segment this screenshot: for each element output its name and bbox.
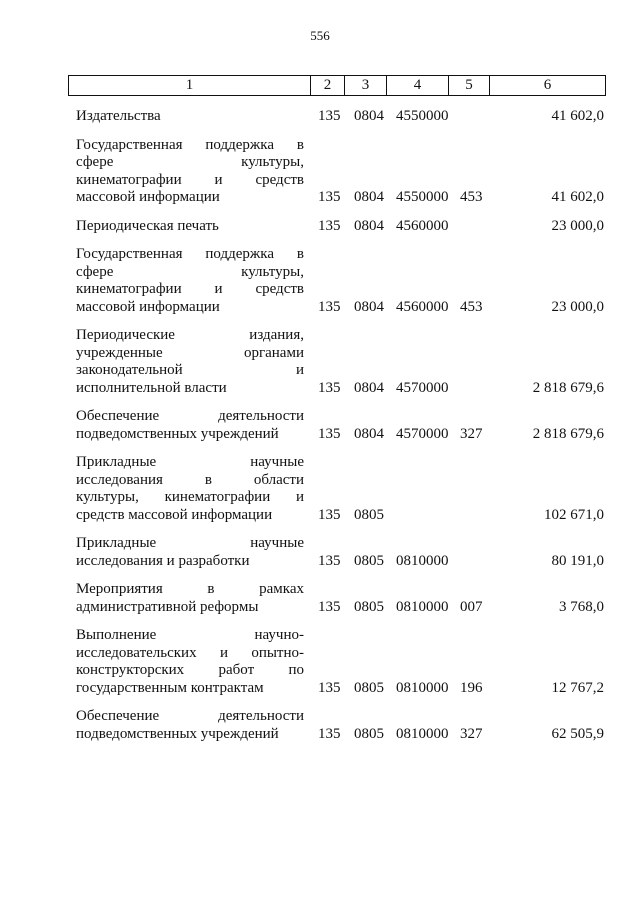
row-cell-c3: 0805 [354,725,384,742]
row-cell-c3: 0805 [354,598,384,615]
row-name [76,218,304,236]
row-cell-c2: 135 [318,379,341,396]
row-name [76,454,304,524]
row-cell-c4: 4570000 [396,425,449,442]
row-cell-c5: 196 [460,679,483,696]
row-cell-c4: 0810000 [396,725,449,742]
row-name-line: Выполнение научно- [76,627,304,643]
row-cell-c3: 0805 [354,679,384,696]
row-cell-c3: 0804 [354,425,384,442]
row-cell-c3: 0805 [354,552,384,569]
row-name-line: Обеспечение деятельности [76,708,304,724]
table-row [0,708,640,743]
table-row [0,627,640,697]
row-name-line: Периодическая печать [76,217,219,234]
column-header-5: 5 [449,76,490,96]
row-cell-c4: 0810000 [396,679,449,696]
row-cell-c4: 4560000 [396,298,449,315]
row-name [76,627,304,697]
table-row [0,581,640,616]
row-name-line: исследования и разработки [76,552,250,569]
row-name-line: законодательной и [76,362,304,378]
row-name-line: Прикладные научные [76,454,304,470]
row-cell-c6: 23 000,0 [551,298,604,315]
row-cell-c2: 135 [318,189,341,205]
row-cell-c2: 135 [318,679,341,696]
row-cell-c2: 135 [318,298,341,315]
row-cell-c2: 135 [318,552,341,569]
column-header-4: 4 [387,76,449,96]
row-cell-c4: 4570000 [396,379,449,396]
row-name-line: Обеспечение деятельности [76,408,304,424]
row-cell-c3: 0804 [354,298,384,315]
row-cell-c3: 0804 [354,108,384,124]
row-name [76,708,304,743]
column-header-row [69,76,606,96]
row-cell-c4: 4560000 [396,217,449,234]
row-name [76,327,304,397]
table-row [0,108,640,126]
row-cell-c6: 12 767,2 [551,679,604,696]
row-cell-c6: 80 191,0 [551,552,604,569]
row-cell-c3: 0804 [354,217,384,234]
row-name-line: Издательства [76,108,161,124]
row-cell-c5: 327 [460,725,483,742]
row-cell-c2: 135 [318,598,341,615]
row-cell-c2: 135 [318,108,341,124]
row-name [76,581,304,616]
row-name-line: культуры, кинематографии и [76,489,304,505]
row-cell-c6: 23 000,0 [551,217,604,234]
row-cell-c6: 41 602,0 [551,108,604,124]
column-header-6: 6 [490,76,606,96]
column-header-1: 1 [69,76,311,96]
row-cell-c2: 135 [318,725,341,742]
row-cell-c6: 62 505,9 [551,725,604,742]
column-header-table [68,75,606,96]
row-name-line: кинематографии и средств [76,281,304,297]
row-name-line: сфере культуры, [76,263,304,280]
row-name [76,246,304,316]
row-name-line: массовой информации [76,189,220,205]
row-cell-c5: 453 [460,189,483,205]
row-name-line: конструкторских работ по [76,662,304,678]
row-cell-c6: 2 818 679,6 [532,425,604,442]
row-name-line: исполнительной власти [76,379,227,396]
row-name [76,108,304,126]
row-name-line: Прикладные научные [76,535,304,551]
row-cell-c6: 3 768,0 [559,598,604,615]
table-row [0,408,640,443]
table-row [0,137,640,207]
row-name [76,137,304,207]
row-name-line: массовой информации [76,298,220,315]
row-cell-c5: 007 [460,598,483,615]
budget-rows [0,108,640,754]
row-name-line: Периодические издания, [76,327,304,343]
row-name-line: сфере культуры, [76,154,304,170]
row-name [76,535,304,570]
row-name-line: исследования в области [76,471,304,488]
table-row [0,327,640,397]
row-name-line: средств массовой информации [76,506,273,523]
row-cell-c2: 135 [318,217,341,234]
row-cell-c3: 0804 [354,379,384,396]
row-name-line: исследовательских и опытно- [76,644,304,661]
row-cell-c5: 453 [460,298,483,315]
row-cell-c6: 102 671,0 [544,506,604,523]
row-name [76,408,304,443]
row-cell-c2: 135 [318,425,341,442]
row-cell-c3: 0805 [354,506,384,523]
row-cell-c4: 0810000 [396,598,449,615]
row-name-line: кинематографии и средств [76,171,304,188]
row-cell-c5: 327 [460,425,483,442]
row-cell-c3: 0804 [354,189,384,205]
row-name-line: Мероприятия в рамках [76,581,304,597]
row-name-line: Государственная поддержка в [76,246,304,262]
row-name-line: подведомственных учреждений [76,725,279,742]
column-header-2: 2 [311,76,345,96]
table-row [0,246,640,316]
row-name-line: Государственная поддержка в [76,136,304,153]
row-name-line: подведомственных учреждений [76,425,279,442]
table-row [0,535,640,570]
row-cell-c4: 0810000 [396,552,449,569]
table-row [0,218,640,236]
table-row [0,454,640,524]
page-number: 556 [310,28,330,43]
row-name-line: государственным контрактам [76,679,264,696]
row-cell-c4: 4550000 [396,189,449,205]
row-cell-c2: 135 [318,506,341,523]
column-header-3: 3 [345,76,387,96]
row-name-line: учрежденные органами [76,344,304,361]
row-cell-c6: 41 602,0 [551,189,604,205]
row-name-line: административной реформы [76,598,259,615]
row-cell-c4: 4550000 [396,108,449,124]
row-cell-c6: 2 818 679,6 [532,379,604,396]
